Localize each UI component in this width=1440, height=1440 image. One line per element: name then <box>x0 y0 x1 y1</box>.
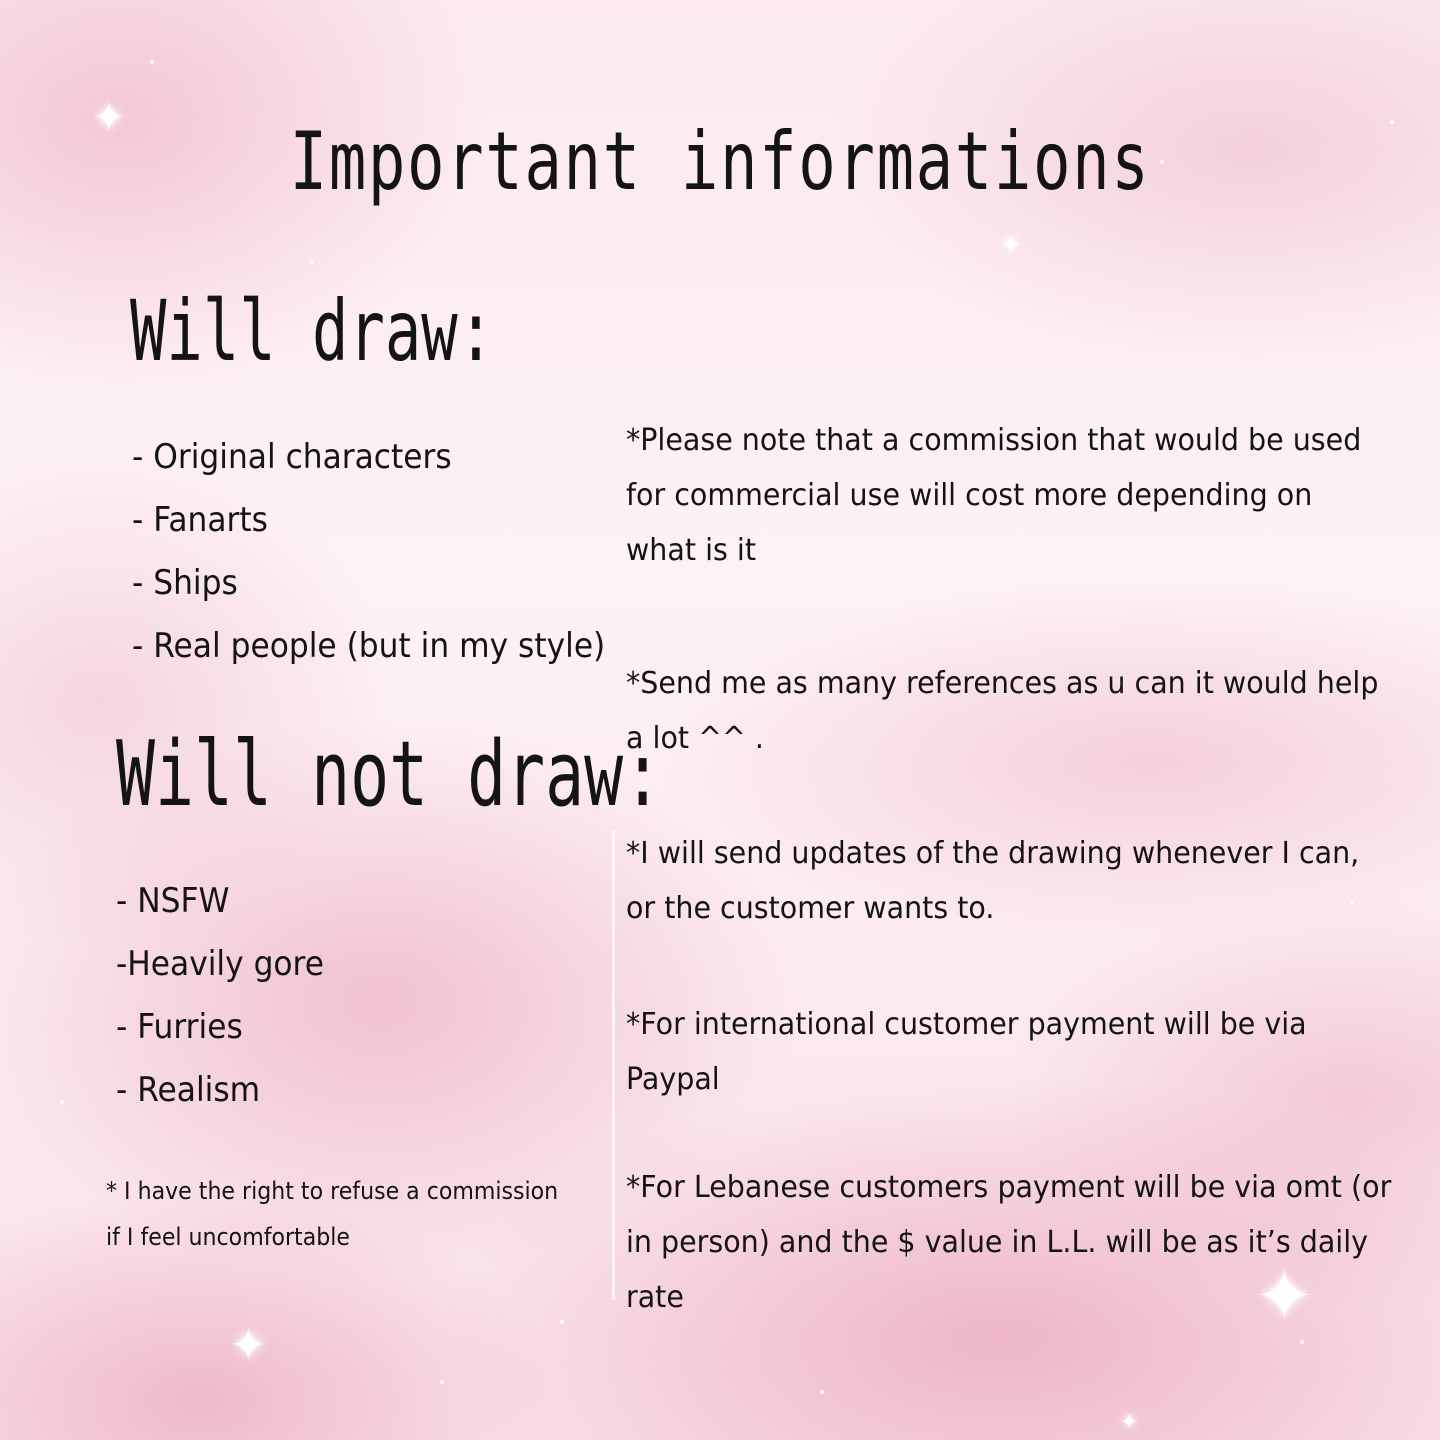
list-item: - Fanarts <box>132 500 268 540</box>
sparkle-icon: ✦ <box>1255 1255 1314 1337</box>
note-updates: *I will send updates of the drawing whenever I can, or the customer wants to. <box>626 836 1360 926</box>
note-lebanese-payment: *For Lebanese customers payment will be via omt (or in person) and the $ value in L.L. will be as it’s daily rate <box>626 1170 1392 1315</box>
list-item: - NSFW <box>116 881 230 921</box>
page-title: Important informations <box>289 115 1151 208</box>
list-item: -Heavily gore <box>116 944 324 984</box>
list-item: - Original characters <box>132 437 452 477</box>
sparkle-icon: ✦ <box>230 1320 267 1371</box>
will-not-draw-heading: Will not draw: <box>116 722 663 827</box>
sparkle-dot <box>310 260 314 264</box>
refuse-note: * I have the right to refuse a commission if I feel uncomfortable <box>106 1177 559 1251</box>
list-item: - Ships <box>132 563 238 603</box>
note-international-payment: *For international customer payment will be via Paypal <box>626 1007 1307 1097</box>
sparkle-dot <box>1390 120 1394 124</box>
sparkle-dot <box>820 1390 824 1394</box>
sparkle-icon: ✦ <box>92 95 126 141</box>
column-divider <box>612 830 615 1300</box>
sparkle-dot <box>560 1320 564 1324</box>
will-draw-heading: Will draw: <box>130 282 495 380</box>
sparkle-icon: ✦ <box>1120 1410 1139 1435</box>
sparkle-dot <box>60 1100 64 1104</box>
sparkle-dot <box>1300 1340 1304 1344</box>
sparkle-dot <box>150 60 154 64</box>
note-commercial-use: *Please note that a commission that would be used for commercial use will cost more depending on what is it <box>626 423 1362 568</box>
list-item: - Realism <box>116 1070 261 1110</box>
note-references: *Send me as many references as u can it would help a lot ^^ . <box>626 666 1379 756</box>
list-item: - Real people (but in my style) <box>132 626 606 666</box>
list-item: - Furries <box>116 1007 243 1047</box>
will-not-draw-list <box>116 870 342 1122</box>
sparkle-dot <box>440 1380 444 1384</box>
sparkle-icon: ✦ <box>1000 230 1022 260</box>
will-draw-list <box>132 426 646 678</box>
